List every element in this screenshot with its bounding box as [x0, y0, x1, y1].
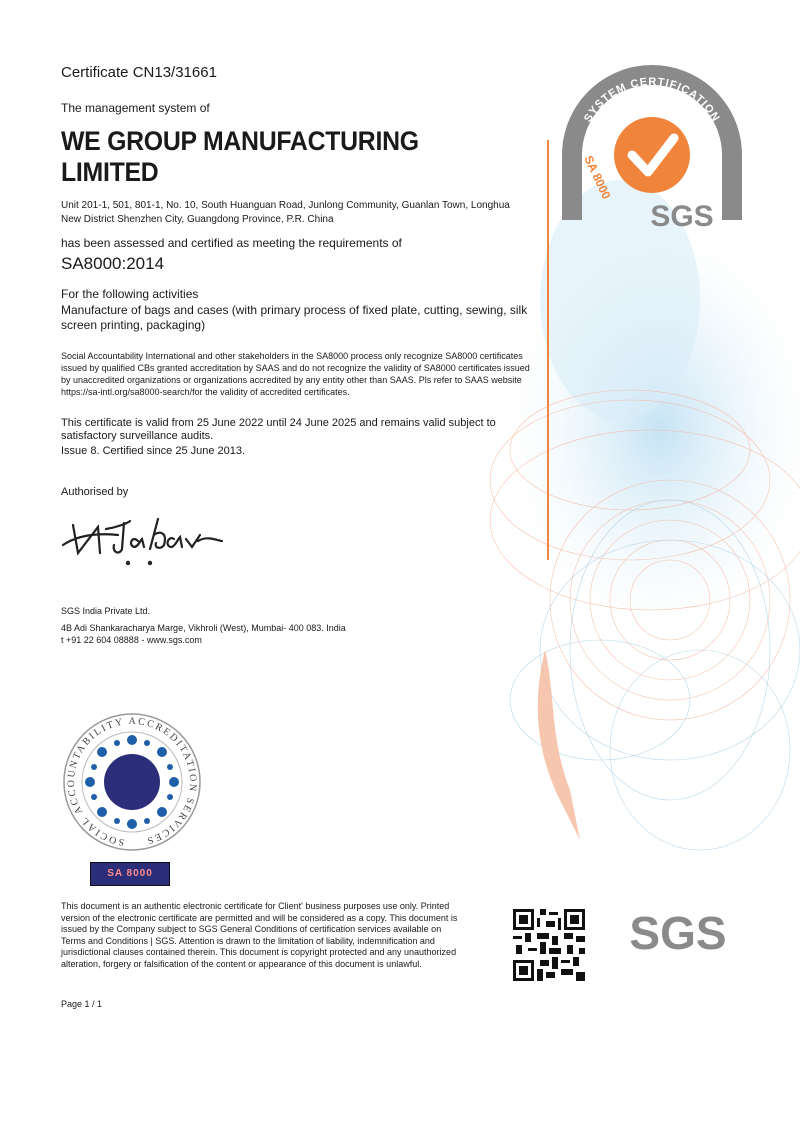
standard-name: SA8000:2014: [61, 254, 165, 273]
issuer-name: SGS India Private Ltd.: [61, 606, 151, 616]
sgs-logo: [628, 903, 728, 959]
saas-ring-text: SOCIAL ACCOUNTABILITY ACCREDITATION SERVICES: [66, 715, 199, 848]
disclaimer-text: This document is an authentic electronic certificate for Client' business purposes use only. Printed version of the electronic certificate are permitted and will be considered as a copy. This document is issued by the Company subject to SGS General Conditions of certification services available on Terms and Conditions | SGS. Attention is drawn to the limitation of liability, indemnification and jurisdictional clauses contained therein. This document is copyright protected and any unauthorized alteration, forgery or falsification of the content or appearance of this document is unlawful.: [61, 901, 458, 969]
sgs-logo-text: SGS: [629, 907, 727, 959]
assessed-text: has been assessed and certified as meeting the requirements of: [61, 236, 402, 250]
issue-text: Issue 8. Certified since 25 June 2013.: [61, 445, 246, 457]
top-seal-arc-text: SYSTEM CERTIFICATION: [582, 75, 722, 125]
issuer-contact: t +91 22 604 08888 - www.sgs.com: [61, 635, 202, 645]
company-name: WE GROUP MANUFACTURING LIMITED: [61, 126, 419, 187]
intro-text: The management system of: [61, 101, 210, 115]
sa8000-badge: SA 8000: [90, 862, 170, 886]
accreditation-notice: Social Accountability International and other stakeholders in the SA8000 process only recognize SA8000 certificates issued by qualified CBs granted accreditation by SAAS and do not recognize the validity of SA8000 certificates issued by unaccredited organizations or organizations accredited by any entity other than SAAS. Pls refer to SAAS website https://sa-intl.org/sa8000-search/for the validity of accredited certificates.: [61, 351, 530, 397]
validity-text: This certificate is valid from 25 June 2022 until 24 June 2025 and remains valid subject to satisfactory surveillance audits.: [61, 417, 496, 442]
page-number: Page 1 / 1: [61, 999, 103, 1009]
orange-divider-line: [547, 140, 549, 560]
qr-code[interactable]: [513, 909, 585, 981]
top-seal-sgs-logo: SGS: [650, 200, 714, 230]
saas-accreditation-seal: [62, 710, 202, 860]
top-seal-standard: SA 8000: [581, 153, 614, 202]
activities-heading: For the following activities: [61, 287, 199, 301]
authorised-by-label: Authorised by: [61, 486, 129, 498]
activities-description: Manufacture of bags and cases (with primary process of fixed plate, cutting, sewing, silk screen printing, packaging): [61, 303, 528, 332]
certificate-number: Certificate CN13/31661: [61, 64, 217, 81]
sgs-system-certification-seal: [562, 60, 742, 230]
signature: [58, 505, 228, 575]
company-address: Unit 201-1, 501, 801-1, No. 10, South Huanguan Road, Junlong Community, Guanlan Town, Longhua New District Shenzhen City, Guangdong Province, P.R. China: [61, 200, 510, 225]
issuer-address: 4B Adi Shankaracharya Marge, Vikhroli (West), Mumbai- 400 083. India: [61, 623, 346, 633]
